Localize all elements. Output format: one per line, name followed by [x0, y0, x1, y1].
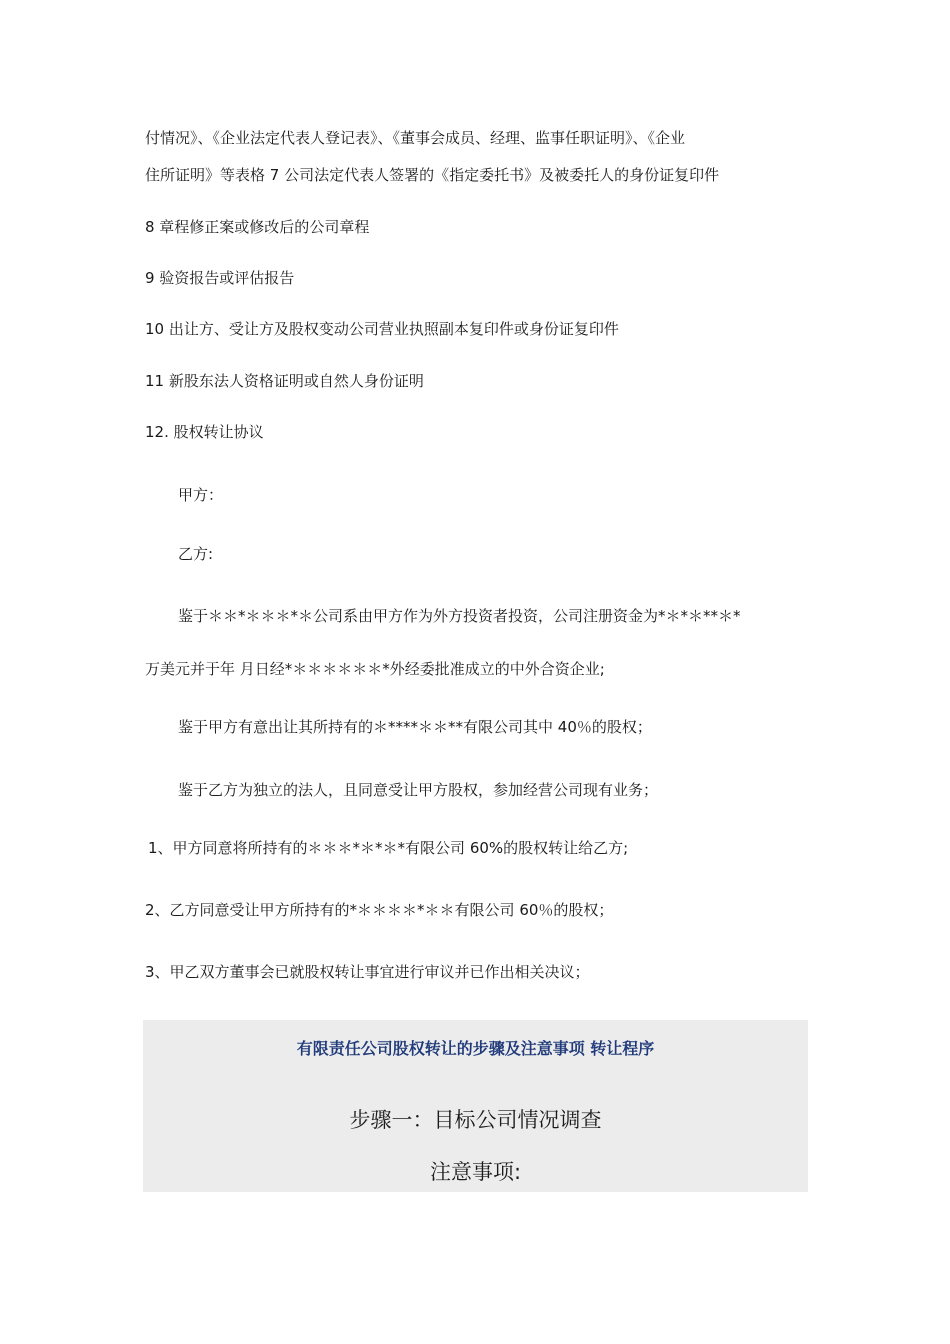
- paragraph-line-1: 付情况》、《企业法定代表人登记表》、《董事会成员、经理、监事任职证明》、《企业: [145, 129, 686, 147]
- whereas-clause-2: 鉴于甲方有意出让其所持有的＊****＊＊**有限公司其中 40％的股权；: [178, 718, 652, 736]
- party-a-label: 甲方：: [178, 486, 224, 504]
- party-b-label: 乙方:: [178, 545, 214, 563]
- agreement-item-1: 1、甲方同意将所持有的＊＊＊*＊*＊*有限公司 60%的股权转让给乙方;: [148, 839, 629, 857]
- paragraph-line-2: 住所证明》等表格 7 公司法定代表人签署的《指定委托书》及被委托人的身份证复印件: [145, 166, 720, 184]
- step-heading: 步骤一：目标公司情况调查: [349, 1108, 602, 1132]
- list-item-8: 8 章程修正案或修改后的公司章程: [145, 218, 370, 236]
- list-item-11: 11 新股东法人资格证明或自然人身份证明: [145, 372, 424, 390]
- list-item-10: 10 出让方、受让方及股权变动公司营业执照副本复印件或身份证复印件: [145, 320, 619, 338]
- list-item-12: 12. 股权转让协议: [145, 423, 264, 441]
- agreement-item-2: 2、乙方同意受让甲方所持有的*＊＊＊＊*＊＊有限公司 60％的股权；: [145, 901, 614, 919]
- notes-heading: 注意事项:: [429, 1160, 522, 1184]
- whereas-clause-1-cont: 万美元并于年 月日经*＊＊＊＊＊＊*外经委批准成立的中外合资企业;: [145, 660, 605, 678]
- callout-title: 有限责任公司股权转让的步骤及注意事项 转让程序: [296, 1039, 655, 1058]
- whereas-clause-3: 鉴于乙方为独立的法人，且同意受让甲方股权，参加经营公司现有业务；: [178, 781, 659, 799]
- callout-box: [143, 1020, 808, 1192]
- whereas-clause-1: 鉴于＊＊*＊＊＊*＊公司系由甲方作为外方投资者投资，公司注册资金为*＊*＊**＊*: [178, 607, 741, 625]
- list-item-9: 9 验资报告或评估报告: [145, 269, 295, 287]
- agreement-item-3: 3、甲乙双方董事会已就股权转让事宜进行审议并已作出相关决议；: [145, 963, 590, 981]
